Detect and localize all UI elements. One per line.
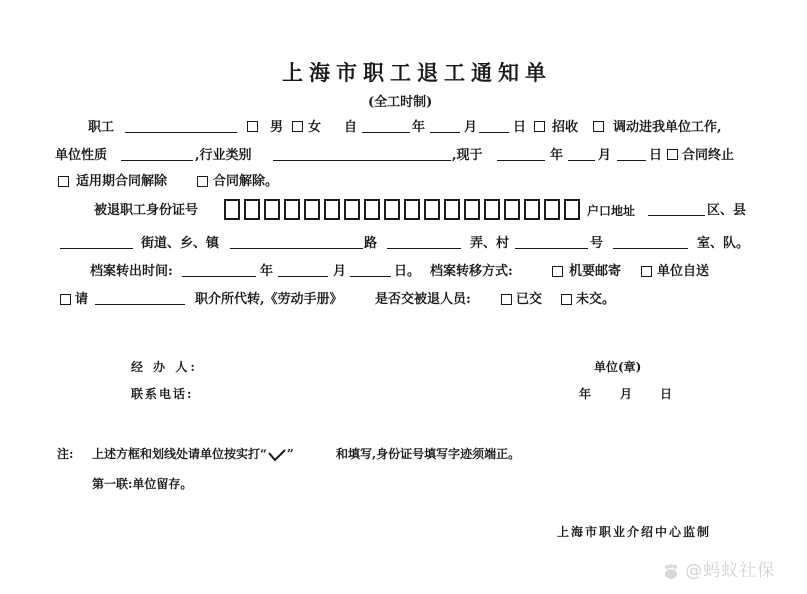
start-month-field[interactable] bbox=[430, 132, 460, 133]
sign-day-label: 日 bbox=[660, 387, 673, 401]
watermark bbox=[662, 556, 775, 581]
note-text bbox=[92, 446, 294, 462]
agency-field[interactable] bbox=[95, 304, 185, 305]
contract-termination-label: 合同解除。 bbox=[213, 174, 279, 189]
delivered-checkbox[interactable] bbox=[501, 294, 512, 305]
road-label: 路 bbox=[364, 236, 378, 251]
id-digit-box[interactable] bbox=[444, 199, 460, 220]
from-label: 自 bbox=[344, 120, 358, 135]
male-label: 男 bbox=[270, 120, 284, 135]
now-label: ,现于 bbox=[452, 148, 483, 163]
id-digit-box[interactable] bbox=[544, 199, 560, 220]
transfer-checkbox[interactable] bbox=[593, 121, 604, 132]
id-number-boxes[interactable] bbox=[224, 199, 584, 221]
unit-seal-label: 单位(章) bbox=[594, 360, 642, 374]
female-label: 女 bbox=[308, 120, 322, 135]
room-field[interactable] bbox=[613, 248, 688, 249]
contract-termination-checkbox[interactable] bbox=[197, 176, 208, 187]
industry-field[interactable] bbox=[273, 160, 451, 161]
id-digit-box[interactable] bbox=[264, 199, 280, 220]
employee-name-field[interactable] bbox=[125, 132, 237, 133]
agency-label: 职介所代转,《劳动手册》 bbox=[195, 292, 343, 307]
not-delivered-checkbox[interactable] bbox=[561, 294, 572, 305]
id-digit-box[interactable] bbox=[524, 199, 540, 220]
handler-label: 经 办 人: bbox=[131, 360, 198, 374]
recruit-checkbox[interactable] bbox=[534, 121, 545, 132]
archive-year-field[interactable] bbox=[182, 276, 256, 277]
archive-day-field[interactable] bbox=[350, 276, 391, 277]
archive-year-label: 年 bbox=[260, 264, 274, 279]
note-text-part1: 上述方框和划线处请单位按实打“ bbox=[92, 447, 267, 461]
id-digit-box[interactable] bbox=[424, 199, 440, 220]
start-year-field[interactable] bbox=[362, 132, 410, 133]
watermark-text: @蚂蚁社保 bbox=[685, 561, 776, 581]
self-delivery-checkbox[interactable] bbox=[641, 266, 652, 277]
id-digit-box[interactable] bbox=[464, 199, 480, 220]
mail-label: 机要邮寄 bbox=[569, 264, 622, 279]
end-month-label: 月 bbox=[598, 148, 612, 163]
not-delivered-label: 未交。 bbox=[576, 292, 616, 307]
phone-label: 联系电话: bbox=[131, 387, 194, 401]
id-digit-box[interactable] bbox=[384, 199, 400, 220]
unit-nature-label: 单位性质 bbox=[55, 148, 108, 163]
id-number-label: 被退职工身份证号 bbox=[94, 203, 199, 218]
archive-out-label: 档案转出时间: bbox=[90, 264, 173, 279]
handbook-question: 是否交被退人员: bbox=[375, 292, 471, 307]
agency-checkbox[interactable] bbox=[60, 294, 71, 305]
end-day-label: 日 bbox=[649, 148, 663, 163]
please-label: 请 bbox=[75, 292, 89, 307]
archive-month-field[interactable] bbox=[278, 276, 328, 277]
id-digit-box[interactable] bbox=[244, 199, 260, 220]
paw-icon bbox=[662, 563, 680, 581]
start-day-field[interactable] bbox=[479, 132, 509, 133]
archive-month-label: 月 bbox=[333, 264, 347, 279]
end-month-field[interactable] bbox=[568, 160, 595, 161]
archive-method-label: 档案转移方式: bbox=[430, 264, 513, 279]
id-digit-box[interactable] bbox=[364, 199, 380, 220]
female-checkbox[interactable] bbox=[292, 121, 303, 132]
delivered-label: 已交 bbox=[516, 292, 543, 307]
district-field[interactable] bbox=[648, 215, 705, 216]
start-day-label: 日 bbox=[513, 120, 527, 135]
room-label: 室、队。 bbox=[697, 236, 750, 251]
recruit-label: 招收 bbox=[552, 120, 579, 135]
id-digit-box[interactable] bbox=[484, 199, 500, 220]
lane-label: 弄、村 bbox=[470, 236, 510, 251]
road-field[interactable] bbox=[230, 248, 363, 249]
probation-termination-checkbox[interactable] bbox=[58, 176, 69, 187]
industry-label: ,行业类别 bbox=[195, 148, 252, 163]
mail-checkbox[interactable] bbox=[552, 266, 563, 277]
document-title: 上海市职工退工通知单 bbox=[282, 60, 552, 85]
id-digit-box[interactable] bbox=[304, 199, 320, 220]
lane-road-field[interactable] bbox=[387, 248, 461, 249]
id-digit-box[interactable] bbox=[504, 199, 520, 220]
district-label: 区、县 bbox=[707, 203, 747, 218]
end-year-field[interactable] bbox=[497, 160, 545, 161]
start-month-label: 月 bbox=[464, 120, 478, 135]
start-year-label: 年 bbox=[412, 120, 426, 135]
copy-label: 第一联:单位留存。 bbox=[92, 477, 193, 491]
street-label: 街道、乡、镇 bbox=[141, 236, 220, 251]
id-digit-box[interactable] bbox=[224, 199, 240, 220]
male-checkbox[interactable] bbox=[247, 121, 258, 132]
note-text-part2: ” bbox=[286, 447, 294, 461]
self-delivery-label: 单位自送 bbox=[657, 264, 710, 279]
supervisor-label: 上海市职业介绍中心监制 bbox=[557, 525, 712, 539]
checkmark-icon bbox=[267, 448, 287, 462]
probation-termination-label: 适用期合同解除 bbox=[76, 174, 168, 189]
archive-day-label: 日。 bbox=[394, 264, 421, 279]
lane-field[interactable] bbox=[515, 248, 588, 249]
sign-year-label: 年 bbox=[579, 387, 592, 401]
street-field[interactable] bbox=[60, 248, 133, 249]
sign-month-label: 月 bbox=[620, 387, 633, 401]
id-digit-box[interactable] bbox=[404, 199, 420, 220]
unit-nature-field[interactable] bbox=[121, 160, 193, 161]
transfer-label: 调动进我单位工作, bbox=[613, 120, 722, 135]
end-year-label: 年 bbox=[550, 148, 564, 163]
id-digit-box[interactable] bbox=[284, 199, 300, 220]
employee-label: 职工 bbox=[88, 120, 115, 135]
note-prefix: 注: bbox=[57, 447, 74, 461]
id-digit-box[interactable] bbox=[564, 199, 580, 220]
document-subtitle: (全工时制) bbox=[368, 95, 433, 110]
contract-end-label: 合同终止 bbox=[682, 148, 735, 163]
id-digit-box[interactable] bbox=[324, 199, 340, 220]
id-digit-box[interactable] bbox=[344, 199, 360, 220]
hukou-address-label: 户口地址 bbox=[587, 204, 636, 218]
contract-end-checkbox[interactable] bbox=[667, 149, 678, 160]
end-day-field[interactable] bbox=[617, 160, 646, 161]
note-text-part3: 和填写,身份证号填写字迹须端正。 bbox=[336, 447, 521, 461]
number-label: 号 bbox=[590, 236, 604, 251]
